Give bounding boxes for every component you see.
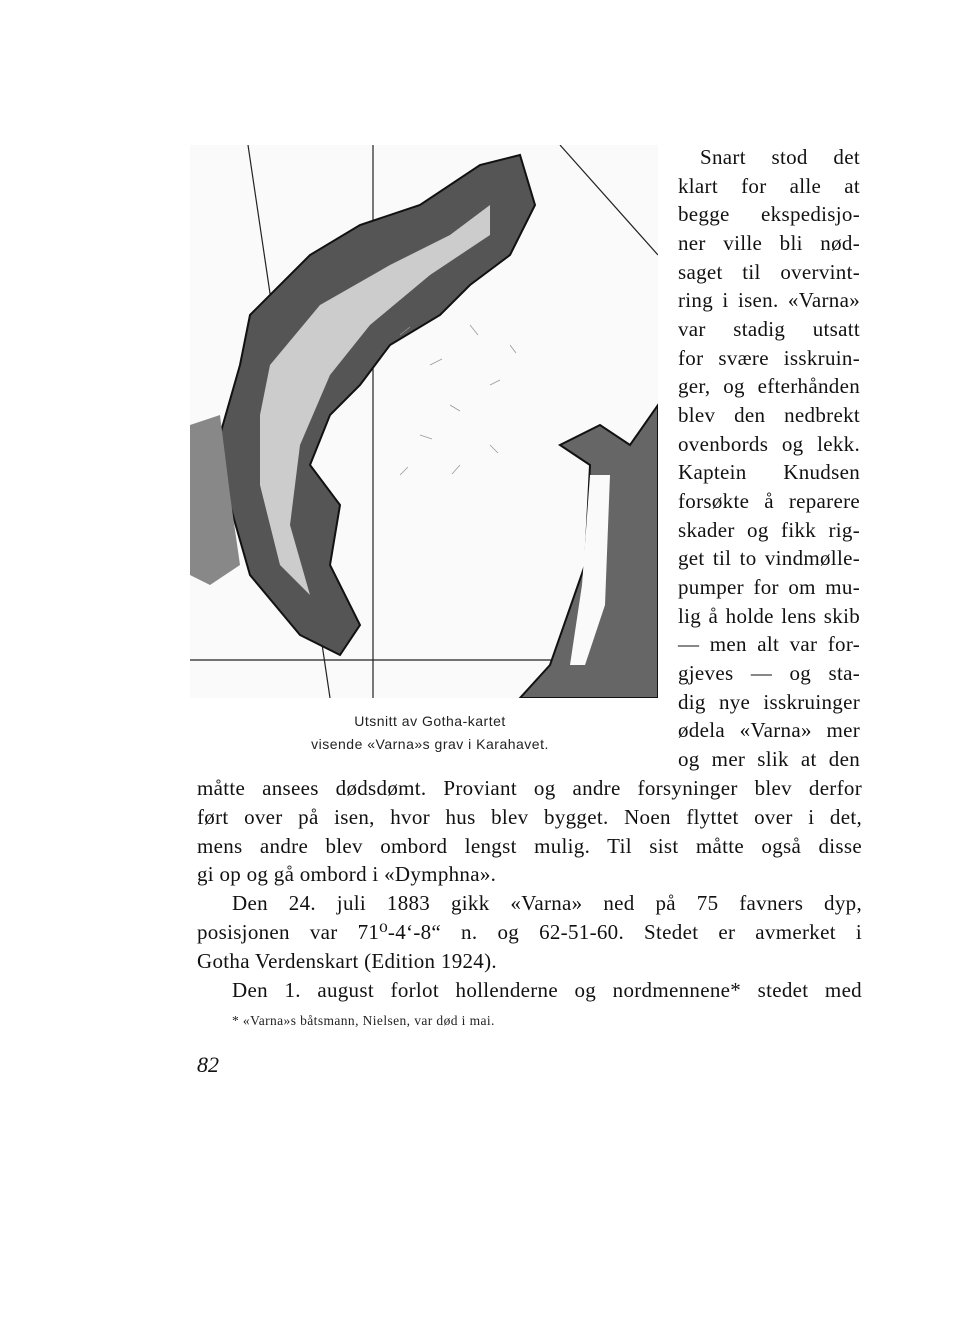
side-text-line: ner ville bli nød- bbox=[678, 231, 860, 255]
body-text-line: Den 24. juli 1883 gikk «Varna» ned på 75 favners dyp, bbox=[232, 891, 862, 915]
side-text-line: gjeves — og sta- bbox=[678, 661, 860, 685]
figure-caption-line-1: Utsnitt av Gotha-kartet bbox=[354, 713, 506, 729]
body-text-line: ført over på isen, hvor hus blev bygget. Noen flyttet over i det, bbox=[197, 805, 862, 829]
side-text-line: og mer slik at den bbox=[678, 747, 860, 771]
page-number: 82 bbox=[197, 1052, 219, 1077]
side-text-line: ger, og efterhånden bbox=[678, 374, 860, 398]
side-text-line: dig nye isskruinger bbox=[678, 690, 860, 714]
side-text-line: Snart stod det bbox=[700, 145, 860, 169]
side-text-line: for svære isskruin- bbox=[678, 346, 860, 370]
side-text-line: blev den nedbrekt bbox=[678, 403, 860, 427]
side-text-line: Kaptein Knudsen bbox=[678, 460, 860, 484]
body-text-line: posisjonen var 71⁰-4‘-8“ n. og 62-51-60. Stedet er avmerket i bbox=[197, 920, 862, 944]
body-text-line: måtte ansees dødsdømt. Proviant og andre forsyninger blev derfor bbox=[197, 776, 862, 800]
body-text-line: gi op og gå ombord i «Dymphna». bbox=[197, 862, 497, 886]
side-text-line: ring i isen. «Varna» bbox=[678, 288, 860, 312]
side-text-line: saget til overvint- bbox=[678, 260, 860, 284]
side-text-line: forsøkte å reparere bbox=[678, 489, 860, 513]
figure-caption-line-2: visende «Varna»s grav i Karahavet. bbox=[311, 736, 549, 752]
map-novaya-zemlya-kara-sea bbox=[190, 145, 658, 698]
body-text-line: Den 1. august forlot hollenderne og nordmennene* stedet med bbox=[232, 978, 862, 1002]
side-text-line: — men alt var for- bbox=[678, 632, 860, 656]
side-text-line: var stadig utsatt bbox=[678, 317, 860, 341]
side-text-line: lig å holde lens skib bbox=[678, 604, 860, 628]
side-text-line: pumper for om mu- bbox=[678, 575, 860, 599]
side-text-line: get til to vindmølle- bbox=[678, 546, 860, 570]
side-text-line: klart for alle at bbox=[678, 174, 860, 198]
footnote: * «Varna»s båtsmann, Nielsen, var død i mai. bbox=[232, 1013, 495, 1028]
side-text-line: ovenbords og lekk. bbox=[678, 432, 860, 456]
side-text-line: skader og fikk rig- bbox=[678, 518, 860, 542]
body-text-line: Gotha Verdenskart (Edition 1924). bbox=[197, 949, 497, 973]
side-text-line: begge ekspedisjo- bbox=[678, 202, 860, 226]
side-text-line: ødela «Varna» mer bbox=[678, 718, 860, 742]
body-text-line: mens andre blev ombord lengst mulig. Til sist måtte også disse bbox=[197, 834, 862, 858]
